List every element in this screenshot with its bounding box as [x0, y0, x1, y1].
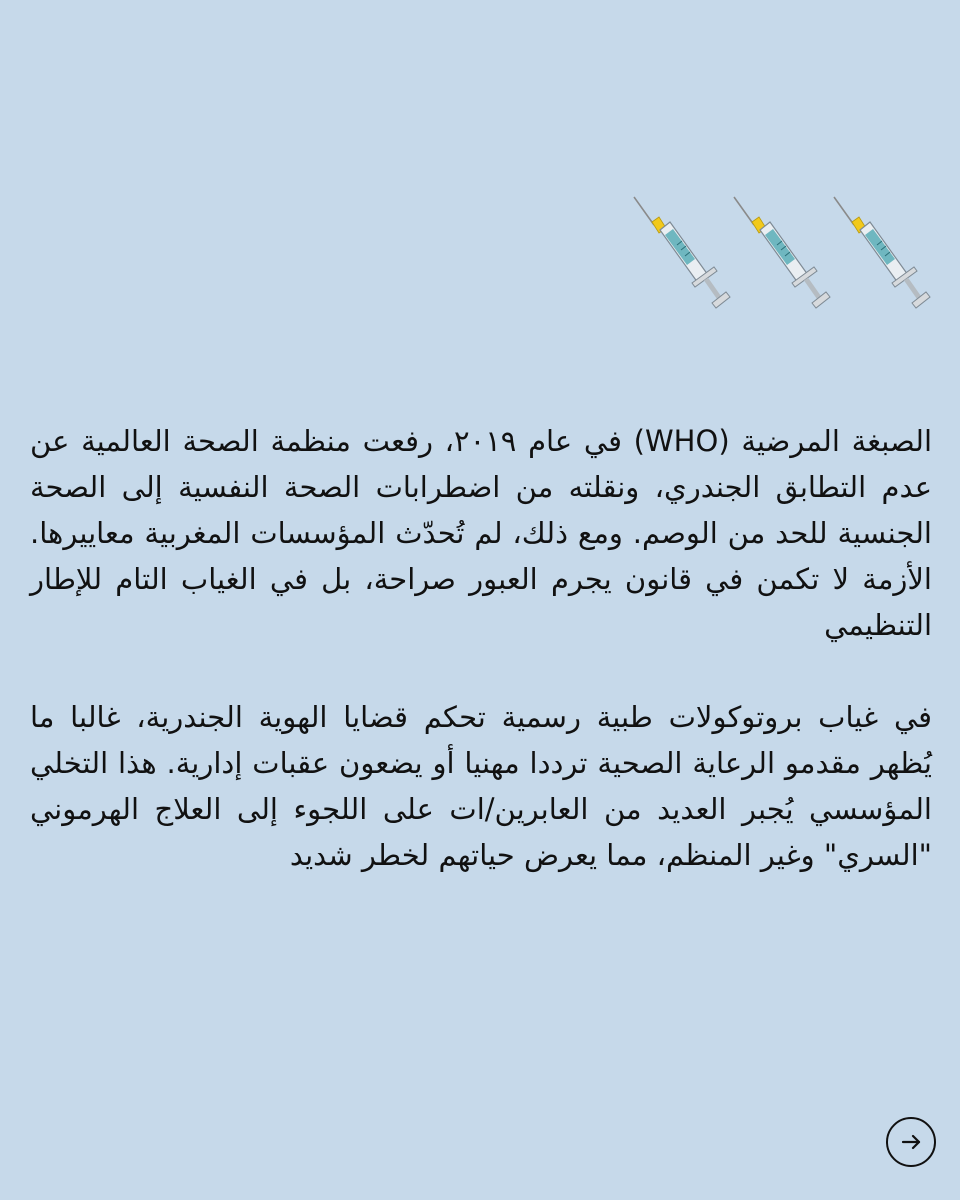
article-paragraph: في غياب بروتوكولات طبية رسمية تحكم قضايا الهوية الجندرية، غالبا ما يُظهر مقدمو الرعاية الصحية ترددا مهنيا أو يضعون عقبات إدارية. هذا التخلي المؤسسي يُجبر العديد من العابرين/ات على اللجوء إلى العلاج الهرموني "السري" وغير المنظم، مما يعرض حياتهم لخطر شديد — [30, 700, 932, 872]
article-body — [30, 418, 932, 924]
syringe-icon — [632, 195, 732, 313]
syringe-icon — [832, 195, 932, 313]
next-button[interactable] — [886, 1117, 936, 1167]
syringe-icon — [732, 195, 832, 313]
syringe-decoration — [632, 195, 942, 320]
arrow-right-icon — [898, 1129, 924, 1155]
article-paragraph: الصبغة المرضية (WHO) في عام ٢٠١٩، رفعت منظمة الصحة العالمية عن عدم التطابق الجندري، ونقلته من اضطرابات الصحة النفسية إلى الصحة الجنسية للحد من الوصم. ومع ذلك، لم تُحدّث المؤسسات المغربية معاييرها. الأزمة لا تكمن في قانون يجرم العبور صراحة، بل في الغياب التام للإطار التنظيمي — [30, 424, 932, 642]
